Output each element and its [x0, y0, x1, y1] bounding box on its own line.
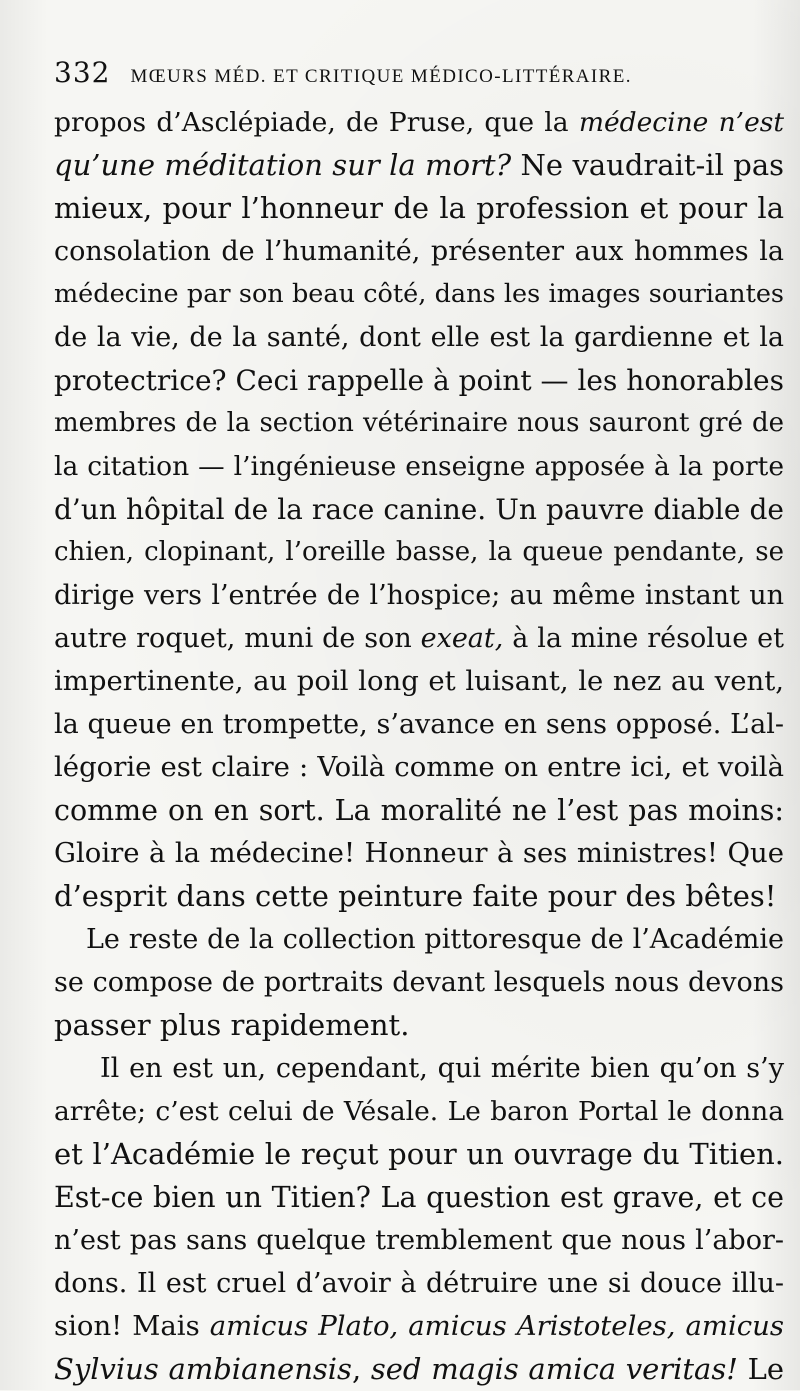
italic-text: amicus Plato, amicus Aristoteles, amicus	[209, 1310, 784, 1342]
text-line	[54, 1219, 784, 1262]
text-segment: d’un hôpital de la race canine. Un pauvre diable de	[54, 493, 784, 526]
text-segment: médecine par son beau côté, dans les images souriantes	[54, 279, 784, 309]
text-segment: Gloire à la médecine! Honneur à ses ministres! Que	[54, 837, 784, 869]
text-segment: se compose de portraits devant lesquels nous devons	[54, 967, 784, 998]
running-head: MŒURS MÉD. ET CRITIQUE MÉDICO-LITTÉRAIRE.	[130, 66, 632, 87]
text-line	[54, 703, 784, 746]
text-line	[54, 1262, 784, 1305]
italic-text: qu’une méditation sur la mort?	[54, 148, 512, 182]
text-segment: membres de la section vétérinaire nous sauront gré de	[54, 408, 784, 438]
text-line	[54, 402, 784, 445]
text-segment: Il en est un, cependant, qui mérite bien qu’on s’y	[100, 1053, 784, 1084]
page-header	[54, 56, 754, 92]
text-segment: légorie est claire : Voilà comme on entre ici, et voilà	[54, 751, 784, 783]
text-segment: de la vie, de la santé, dont elle est la gardienne et la	[54, 322, 784, 353]
text-segment: chien, clopinant, l’oreille basse, la queue pendante, se	[54, 537, 784, 567]
text-segment: Est-ce bien un Titien? La question est grave, et ce	[54, 1181, 784, 1214]
text-segment: dirige vers l’entrée de l’hospice; au même instant un	[54, 580, 784, 611]
text-line	[54, 746, 784, 789]
text-segment: Le	[737, 1352, 784, 1386]
text-segment: arrête; c’est celui de Vésale. Le baron Portal le donna	[54, 1096, 784, 1127]
text-line	[54, 617, 784, 660]
text-line	[54, 445, 784, 488]
text-line	[54, 1133, 784, 1176]
italic-text: médecine n’est	[578, 107, 784, 138]
text-line	[54, 961, 784, 1004]
text-segment: protectrice? Ceci rappelle à point — les honorables	[54, 364, 784, 397]
text-line	[54, 488, 784, 531]
text-line	[54, 1305, 784, 1348]
text-line	[54, 875, 784, 918]
italic-text: Sylvius ambianensis	[54, 1352, 352, 1386]
text-segment: la queue en trompette, s’avance en sens opposé. L’al-	[54, 709, 784, 740]
text-segment: ,	[351, 1352, 371, 1386]
text-line	[54, 273, 784, 316]
text-segment: n’est pas sans quelque tremblement que nous l’abor-	[54, 1225, 784, 1256]
text-line	[54, 832, 784, 875]
page-number: 332	[54, 56, 111, 89]
text-segment: à la mine résolue et	[503, 623, 784, 654]
text-line	[54, 1090, 784, 1133]
text-segment: propos d’Asclépiade, de Pruse, que la	[54, 107, 579, 138]
text-line	[54, 187, 784, 230]
text-line	[54, 101, 784, 144]
text-line	[54, 1348, 784, 1391]
text-line	[54, 574, 784, 617]
text-segment: Ne vaudrait-il pas	[511, 148, 784, 182]
text-segment: et l’Académie le reçut pour un ouvrage du Titien.	[54, 1137, 784, 1171]
text-line	[54, 660, 784, 703]
text-segment: comme on en sort. La moralité ne l’est pas moins:	[54, 794, 784, 827]
text-segment: autre roquet, muni de son	[54, 623, 421, 654]
text-segment: dons. Il est cruel d’avoir à détruire une si douce illu-	[54, 1268, 784, 1299]
text-segment: la citation — l’ingénieuse enseigne apposée à la porte	[54, 451, 784, 482]
text-segment: d’esprit dans cette peinture faite pour des bêtes!	[54, 879, 777, 913]
text-line	[54, 789, 784, 832]
body-text	[54, 101, 784, 1391]
text-segment: Le reste de la collection pittoresque de l’Académie	[86, 924, 784, 955]
italic-text: exeat,	[420, 623, 504, 654]
text-line	[54, 1176, 784, 1219]
text-segment: impertinente, au poil long et luisant, le nez au vent,	[54, 665, 784, 697]
text-line	[54, 1047, 784, 1090]
text-segment: sion! Mais	[54, 1310, 210, 1342]
text-segment: consolation de l’humanité, présenter aux hommes la	[54, 236, 784, 267]
text-line	[54, 531, 784, 574]
italic-text: sed magis amica veritas!	[370, 1352, 738, 1386]
text-line	[54, 230, 784, 273]
text-line	[54, 316, 784, 359]
text-segment: mieux, pour l’honneur de la profession et pour la	[54, 191, 784, 225]
text-line	[54, 1004, 784, 1047]
text-line	[54, 918, 784, 961]
text-line	[54, 144, 784, 187]
text-line	[54, 359, 784, 402]
text-segment: passer plus rapidement.	[54, 1008, 410, 1042]
